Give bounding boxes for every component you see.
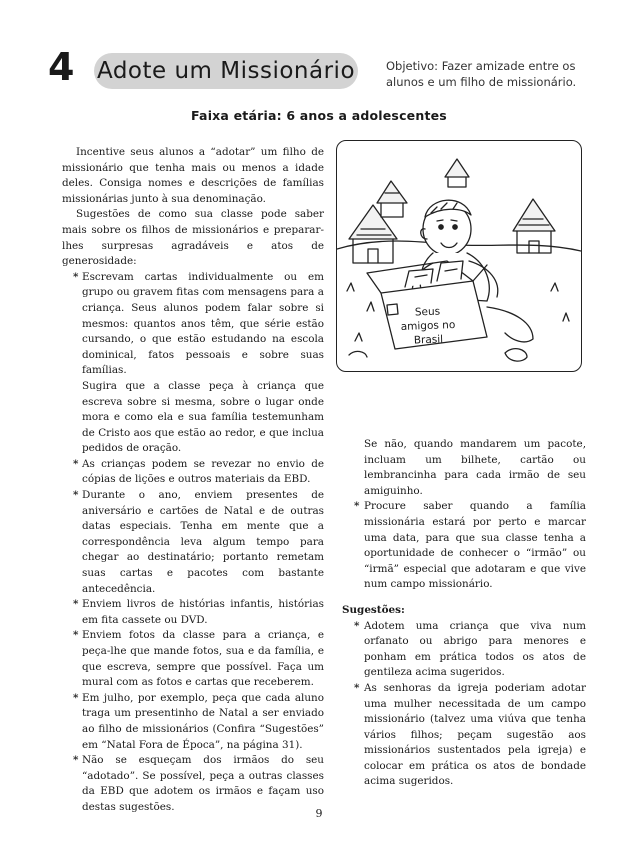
list-item: * Enviem fotos da classe para a criança, e peça-lhe que mande fotos, sua e da família, e que escreva, sempre que possível. Faça um mural com as fotos e cartas que receberem. <box>62 628 324 690</box>
list-item: * As crianças podem se revezar no envio de cópias de lições e outros materiais da EBD. <box>62 457 324 488</box>
suggestions-heading: Sugestões: <box>342 603 405 616</box>
list-item: * As senhoras da igreja poderiam adotar uma mulher necessitada de um campo missionário (talvez uma viúva que tenha vários filhos; peçam sugestão aos missionários sustentados pela igreja) e colocar em prática os atos de bondade acima sugeridos. <box>342 681 586 790</box>
lesson-objective: Objetivo: Fazer amizade entre os alunos e um filho de missionário. <box>386 59 577 89</box>
list-item: * Enviem livros de histórias infantis, histórias em fita cassete ou DVD. <box>62 597 324 628</box>
page-number: 9 <box>315 807 323 820</box>
extra-suggestions-list <box>342 619 586 791</box>
list-item: * Não se esqueçam dos irmãos do seu “adotado”. Se possível, peça a outras classes da EBD que adotem os irmãos e façam uso destas sugestões. <box>62 753 324 815</box>
family-bullet-list <box>342 499 586 593</box>
list-item-followup: Sugira que a classe peça à criança que escreva sobre si mesma, sobre o lugar onde mora e como ela e sua família testemunham de Cristo aos que estão ao redor, e que inclua pedidos de oração. <box>82 379 324 455</box>
lesson-number: 4 <box>48 45 75 89</box>
list-item: * Escrevam cartas individualmente ou em grupo ou gravem fitas com mensagens para a criança. Seus alunos podem falar sobre si mesmos: quantos anos têm, que série estão cursando, o que estão estudando na escola dominical, fatos pessoais e sobre suas famílias. Sugira que a classe peça à criança que escreva sobre si mesma, sobre o lugar onde mora e como ela e sua família testemunham de Cristo aos que estão ao redor, e que inclua pedidos de oração. <box>62 270 324 457</box>
suggestions-intro: Sugestões de como sua classe pode saber mais sobre os filhos de missionários e preparar-lhes surpresas agradáveis e atos de generosidade: <box>62 208 324 268</box>
box-label: Seus amigos no Brasil <box>400 305 456 347</box>
lesson-title: Adote um Missionário <box>94 53 358 89</box>
intro-paragraph: Incentive seus alunos a “adotar” um filho de missionário que tenha mais ou menos a idade deles. Consiga nomes e descrições de famílias missionárias junto à sua denominação. <box>62 146 324 205</box>
list-item: * Procure saber quando a família missionária estará por perto e marcar uma data, para que sua classe tenha a oportunidade de conhecer o “irmão” ou “irmã” especial que adotaram e que vive num campo missionário. <box>342 499 586 593</box>
continuation-paragraph: Se não, quando mandarem um pacote, incluam um bilhete, cartão ou lembrancinha para cada irmão de seu amiguinho. <box>364 438 586 497</box>
age-range: Faixa etária: 6 anos a adolescentes <box>191 108 447 123</box>
list-item: * Adotem uma criança que viva num orfanato ou abrigo para menores e ponham em prática todos os atos de gentileza acima sugeridos. <box>342 619 586 681</box>
right-column <box>342 437 586 790</box>
suggestion-list <box>62 270 324 816</box>
list-item: * Em julho, por exemplo, peça que cada aluno traga um presentinho de Natal a ser enviado ao filho de missionários (Confira “Sugestões” em “Natal Fora de Época”, na página 31). <box>62 691 324 753</box>
list-item: * Durante o ano, enviem presentes de aniversário e cartões de Natal e de outras datas especiais. Tenha em mente que a correspondência leva algum tempo para chegar ao destinatário; portanto remetam suas cartas e pacotes com bastante antecedência. <box>62 488 324 597</box>
left-column <box>62 145 324 816</box>
